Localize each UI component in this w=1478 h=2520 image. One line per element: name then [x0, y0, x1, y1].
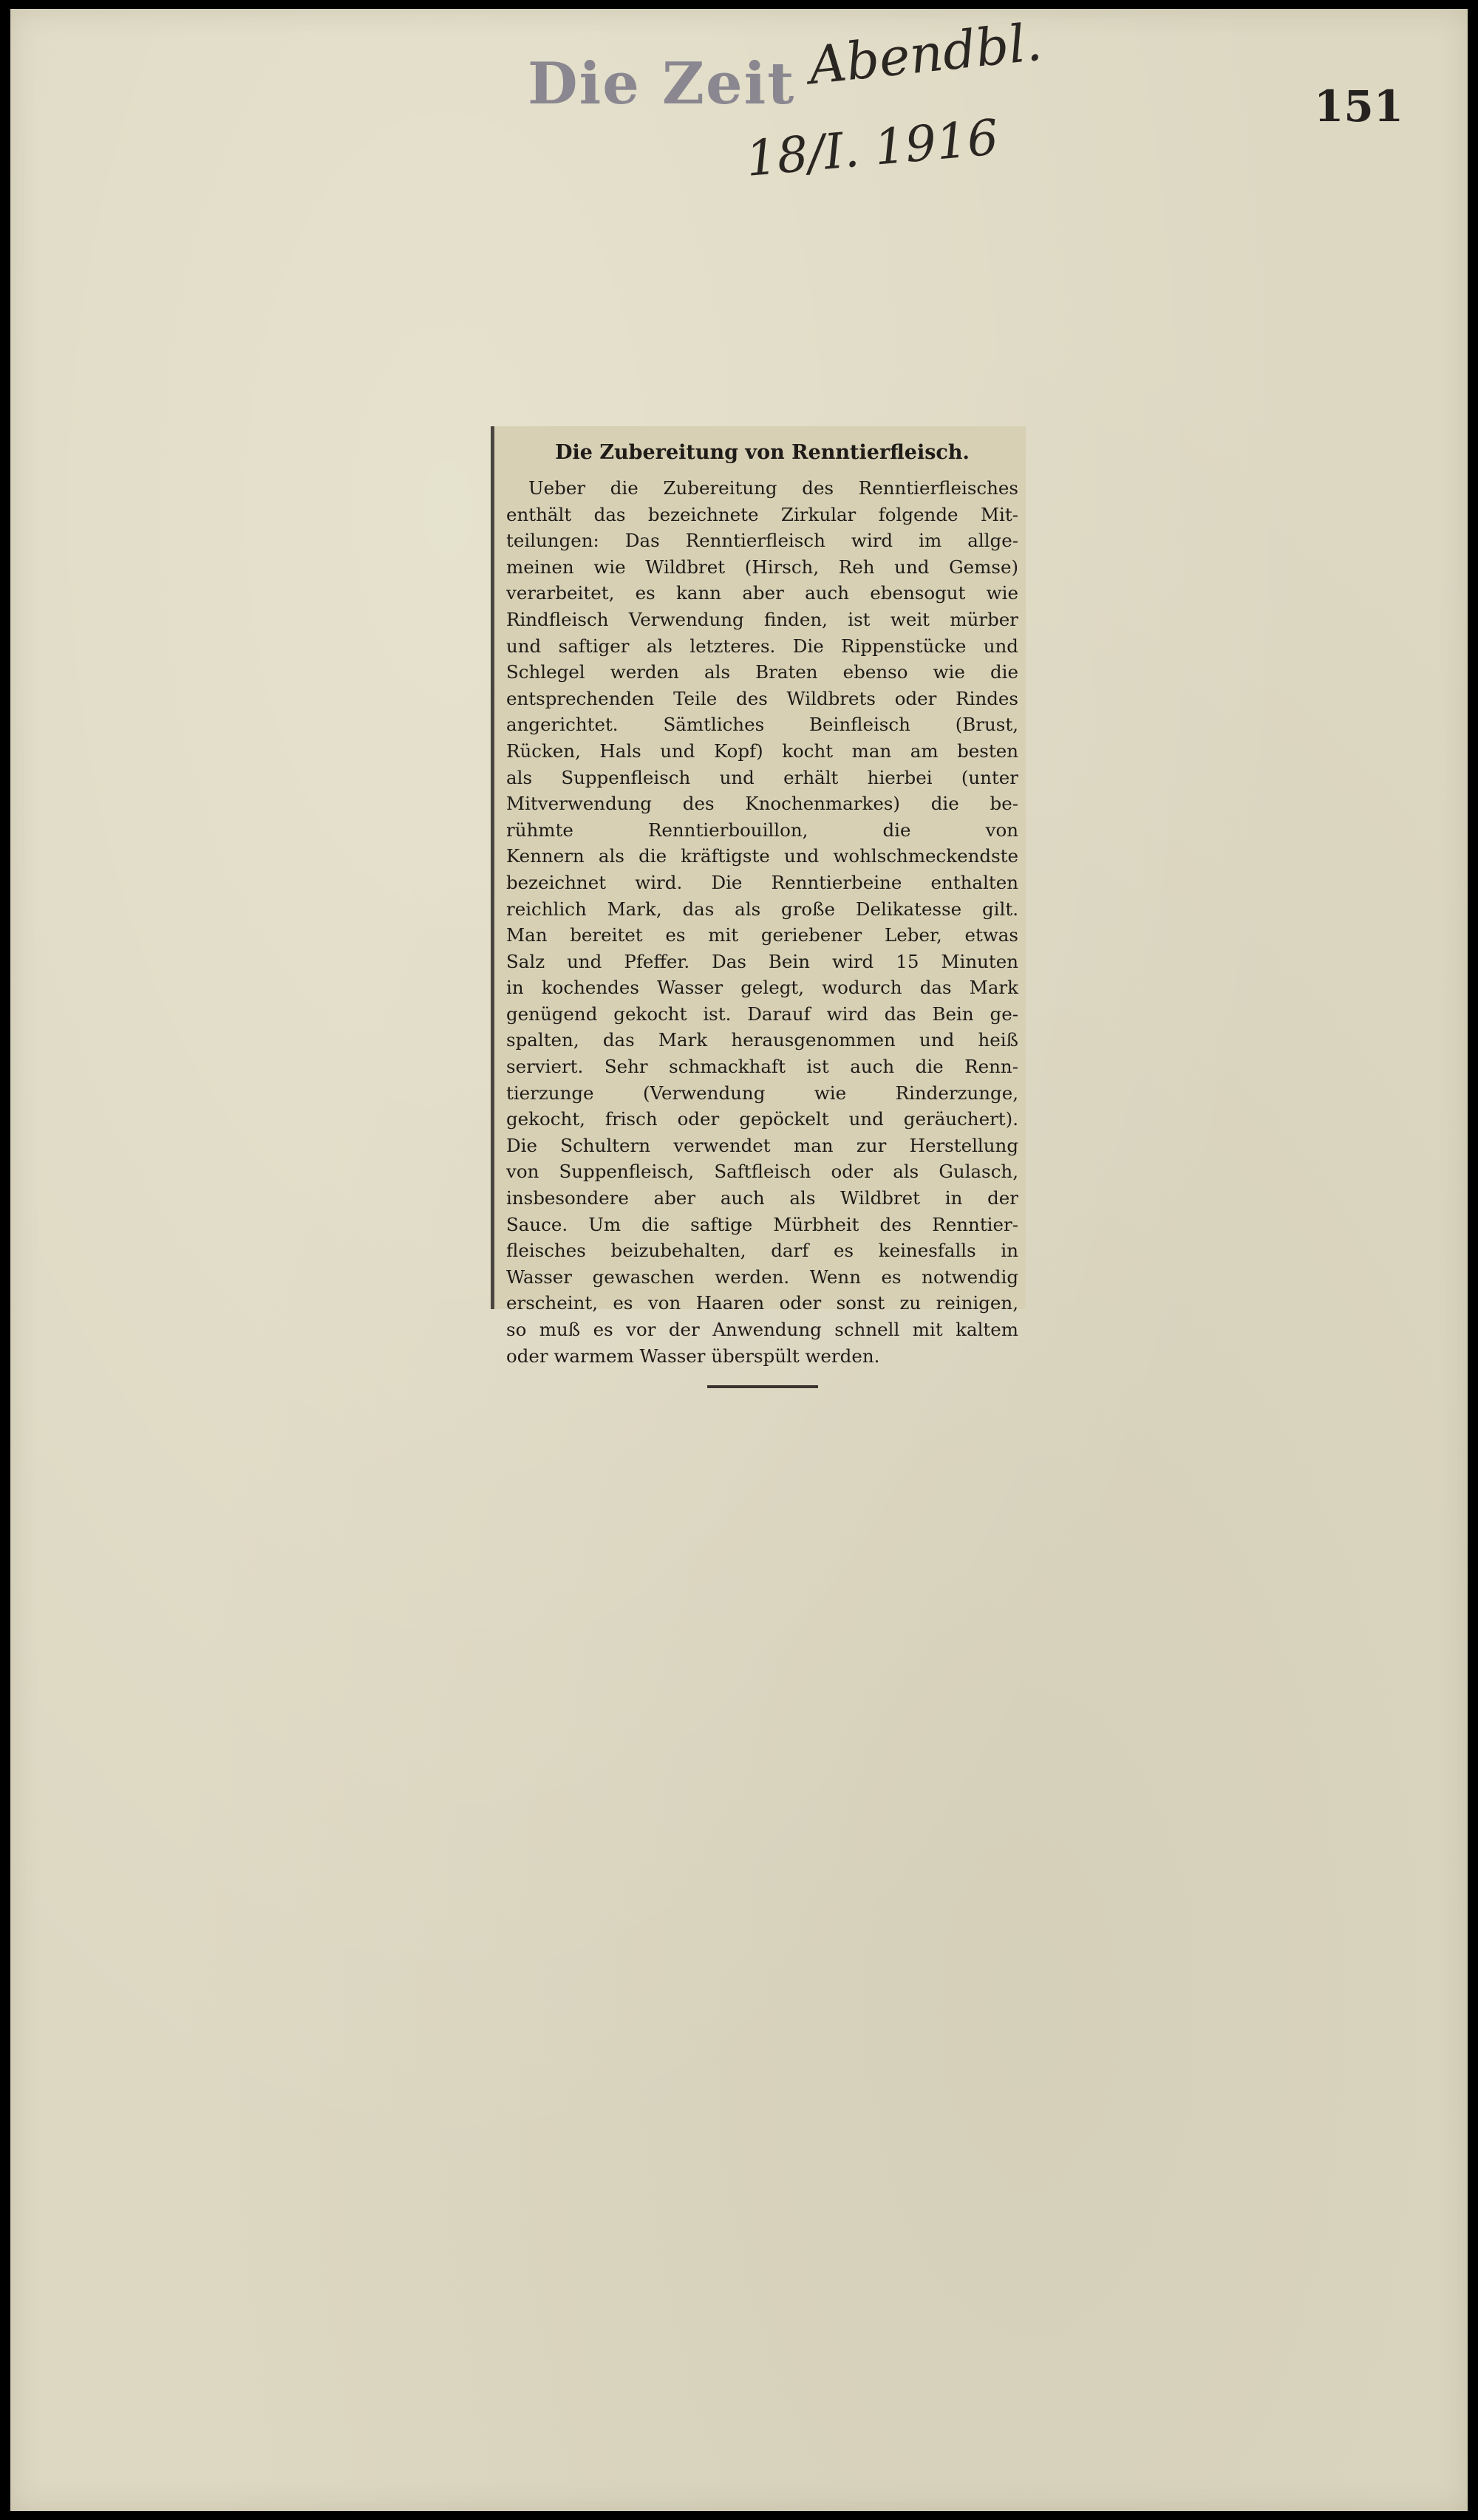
clipping-line: verarbeitet, es kann aber auch ebensogut wie: [506, 582, 1018, 604]
clipping-line: in kochendes Wasser gelegt, wodurch das Mark: [506, 977, 1018, 999]
newspaper-clipping: [491, 426, 1026, 1367]
clipping-line: enthält das bezeichnete Zirkular folgende Mit-: [506, 503, 1018, 525]
clipping-line: Rücken, Hals und Kopf) kocht man am besten: [506, 740, 1018, 762]
clipping-line: als Suppenfleisch und erhält hierbei (unter: [506, 766, 1018, 788]
clipping-line: Kennern als die kräftigste und wohlschmeckendste: [506, 845, 1018, 867]
clipping-line: tierzunge (Verwendung wie Rinderzunge,: [506, 1082, 1018, 1104]
clipping-line: insbesondere aber auch als Wildbret in der: [506, 1187, 1018, 1209]
clipping-line: reichlich Mark, das als große Delikatesse gilt.: [506, 898, 1018, 920]
clipping-line: Salz und Pfeffer. Das Bein wird 15 Minuten: [506, 950, 1018, 972]
clipping-line: genügend gekocht ist. Darauf wird das Bein ge-: [506, 1003, 1018, 1025]
clipping-line: oder warmem Wasser überspült werden.: [506, 1345, 880, 1367]
clipping-line: Ueber die Zubereitung des Renntierfleisches: [528, 477, 1018, 499]
clipping-line: Schlegel werden als Braten ebenso wie die: [506, 661, 1018, 683]
handwritten-edition-note: Abendbl.: [806, 11, 1045, 97]
clipping-line: so muß es vor der Anwendung schnell mit kaltem: [506, 1319, 1018, 1340]
archive-sheet: [10, 9, 1468, 2511]
clipping-line: bezeichnet wird. Die Renntierbeine enthalten: [506, 871, 1018, 893]
clipping-line: entsprechenden Teile des Wildbrets oder Rindes: [506, 687, 1018, 709]
handwritten-date-note: 18/I. 1916: [743, 109, 1001, 188]
clipping-title: Die Zubereitung von Renntierfleisch.: [555, 441, 970, 464]
clipping-line: angerichtet. Sämtliches Beinfleisch (Brust,: [506, 714, 1018, 736]
clipping-line: Rindfleisch Verwendung finden, ist weit mürber: [506, 608, 1018, 630]
clipping-line: spalten, das Mark herausgenommen und heiß: [506, 1029, 1018, 1051]
clipping-line: Sauce. Um die saftige Mürbheit des Renntier-: [506, 1213, 1018, 1235]
clipping-line: rühmte Renntierbouillon, die von: [506, 819, 1018, 841]
clipping-body: [506, 475, 1018, 1369]
clipping-line: teilungen: Das Renntierfleisch wird im allge-: [506, 530, 1018, 552]
clipping-line: meinen wie Wildbret (Hirsch, Reh und Gemse): [506, 556, 1018, 578]
clipping-line: Die Schultern verwendet man zur Herstellung: [506, 1134, 1018, 1156]
clipping-line: Mitverwendung des Knochenmarkes) die be-: [506, 793, 1018, 815]
clipping-line: Wasser gewaschen werden. Wenn es notwendig: [506, 1266, 1018, 1288]
clipping-line: Man bereitet es mit geriebener Leber, etwas: [506, 924, 1018, 946]
closing-rule: [707, 1385, 818, 1388]
page-number: 151: [1314, 81, 1404, 132]
clipping-line: erscheint, es von Haaren oder sonst zu reinigen,: [506, 1292, 1018, 1314]
clipping-line: serviert. Sehr schmackhaft ist auch die Renn-: [506, 1056, 1018, 1078]
newspaper-stamp: Die Zeit: [528, 50, 796, 117]
clipping-line: von Suppenfleisch, Saftfleisch oder als Gulasch,: [506, 1161, 1018, 1183]
clipping-line: gekocht, frisch oder gepöckelt und geräuchert).: [506, 1108, 1018, 1130]
clipping-line: und saftiger als letzteres. Die Rippenstücke und: [506, 635, 1018, 657]
clipping-line: fleisches beizubehalten, darf es keinesfalls in: [506, 1240, 1018, 1262]
